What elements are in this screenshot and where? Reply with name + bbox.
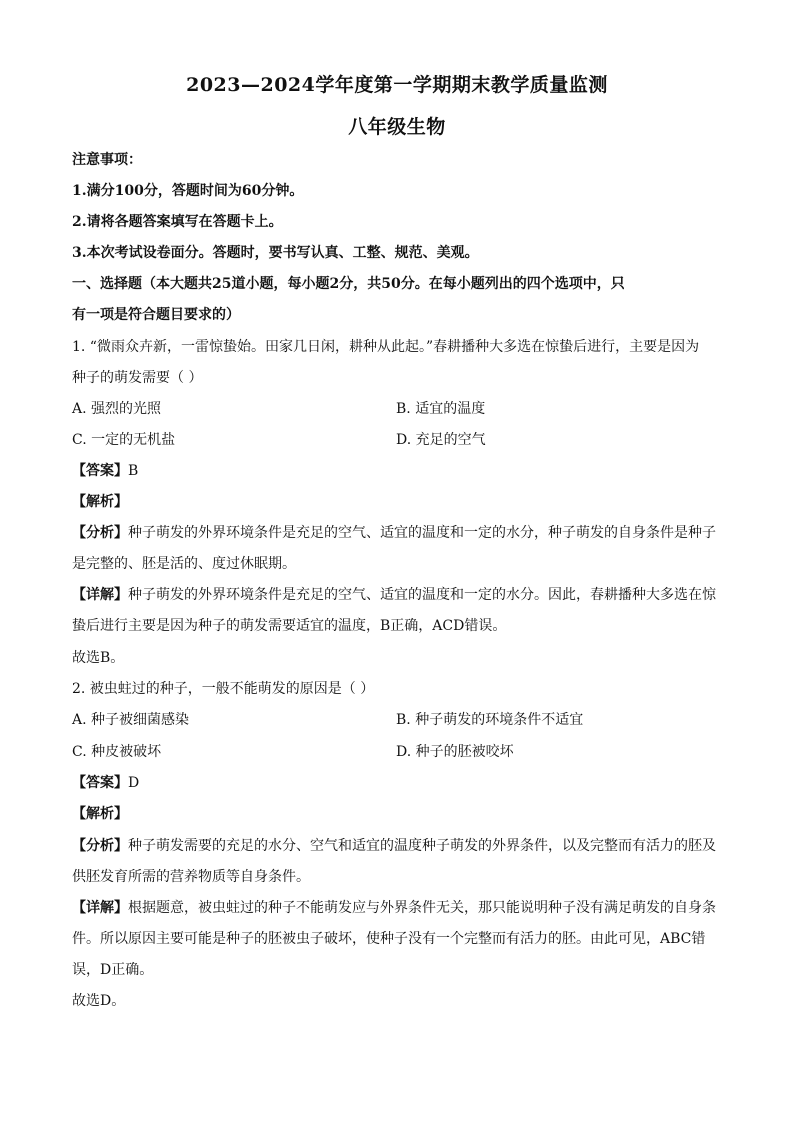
q2-option-b: B. 种子萌发的环境条件不适宜 — [396, 712, 584, 728]
q1-stem-line1: 1. “微雨众卉新，一雷惊蛰始。田家几日闲，耕种从此起。”春耕播种大多选在惊蛰后进行，主要是因为 — [72, 339, 700, 355]
q1-xiangjie-line1 — [72, 585, 716, 605]
q1-answer-tag: 【答案】 — [72, 463, 128, 479]
q1-fenxi-line2: 是完整的、胚是活的、度过休眠期。 — [72, 556, 296, 572]
section-heading-line2: 有一项是符合题目要求的） — [72, 307, 240, 323]
q1-answer — [72, 461, 138, 481]
notes-heading: 注意事项： — [72, 152, 142, 168]
q2-option-c: C. 种皮被破坏 — [72, 744, 162, 760]
q2-fenxi-text1: 种子萌发需要的充足的水分、空气和适宜的温度种子萌发的外界条件，以及完整而有活力的胚及 — [128, 838, 716, 854]
q1-xiangjie-tag: 【详解】 — [72, 587, 128, 603]
q2-answer-tag: 【答案】 — [72, 775, 128, 791]
q1-analysis-tag: 【解析】 — [72, 494, 128, 510]
q2-analysis-tag: 【解析】 — [72, 806, 128, 822]
q1-option-a: A. 强烈的光照 — [72, 401, 162, 417]
q2-xiangjie-line3: 误，D正确。 — [72, 962, 154, 978]
q2-fenxi-line2: 供胚发育所需的营养物质等自身条件。 — [72, 869, 310, 885]
q2-xiangjie-text1: 根据题意，被虫蛀过的种子不能萌发应与外界条件无关，那只能说明种子没有满足萌发的自身条 — [128, 900, 716, 916]
q2-answer-value: D — [128, 775, 140, 791]
q2-fenxi-tag: 【分析】 — [72, 838, 128, 854]
q1-fenxi-line1 — [72, 523, 716, 543]
q2-xiangjie-line1 — [72, 898, 716, 918]
q1-answer-value: B — [128, 463, 139, 479]
q1-option-d: D. 充足的空气 — [396, 432, 486, 448]
q2-option-a: A. 种子被细菌感染 — [72, 712, 190, 728]
q2-xiangjie-line2: 件。所以原因主要可能是种子的胚被虫子破坏，使种子没有一个完整而有活力的胚。由此可见，ABC错 — [72, 931, 706, 947]
section-heading-line1: 一、选择题（本大题共25道小题，每小题2分，共50分。在每小题列出的四个选项中，只 — [72, 276, 625, 292]
q1-fenxi-text1: 种子萌发的外界环境条件是充足的空气、适宜的温度和一定的水分，种子萌发的自身条件是种子 — [128, 525, 716, 541]
note-item-3: 3.本次考试设卷面分。答题时，要书写认真、工整、规范、美观。 — [72, 245, 479, 261]
note-item-2: 2.请将各题答案填写在答题卡上。 — [72, 214, 283, 230]
q2-answer — [72, 773, 139, 793]
q1-option-c: C. 一定的无机盐 — [72, 432, 176, 448]
exam-subtitle: 八年级生物 — [348, 116, 446, 138]
q2-option-d: D. 种子的胚被咬坏 — [396, 744, 514, 760]
q2-stem-line1: 2. 被虫蛀过的种子，一般不能萌发的原因是（ ） — [72, 681, 375, 697]
q1-option-b: B. 适宜的温度 — [396, 401, 486, 417]
note-item-1: 1.满分100分，答题时间为60分钟。 — [72, 183, 304, 199]
q1-stem-line2: 种子的萌发需要（ ） — [72, 370, 203, 386]
q1-xiangjie-line2: 蛰后进行主要是因为种子的萌发需要适宜的温度，B正确，ACD错误。 — [72, 618, 507, 634]
q2-fenxi-line1 — [72, 836, 716, 856]
q2-xiangjie-tag: 【详解】 — [72, 900, 128, 916]
q1-xiangjie-text1: 种子萌发的外界环境条件是充足的空气、适宜的温度和一定的水分。因此，春耕播种大多选在惊 — [128, 587, 716, 603]
q1-conclusion: 故选B。 — [72, 650, 125, 666]
exam-title: 2023—2024学年度第一学期期末教学质量监测 — [186, 74, 608, 96]
q2-conclusion: 故选D。 — [72, 993, 126, 1009]
q1-fenxi-tag: 【分析】 — [72, 525, 128, 541]
